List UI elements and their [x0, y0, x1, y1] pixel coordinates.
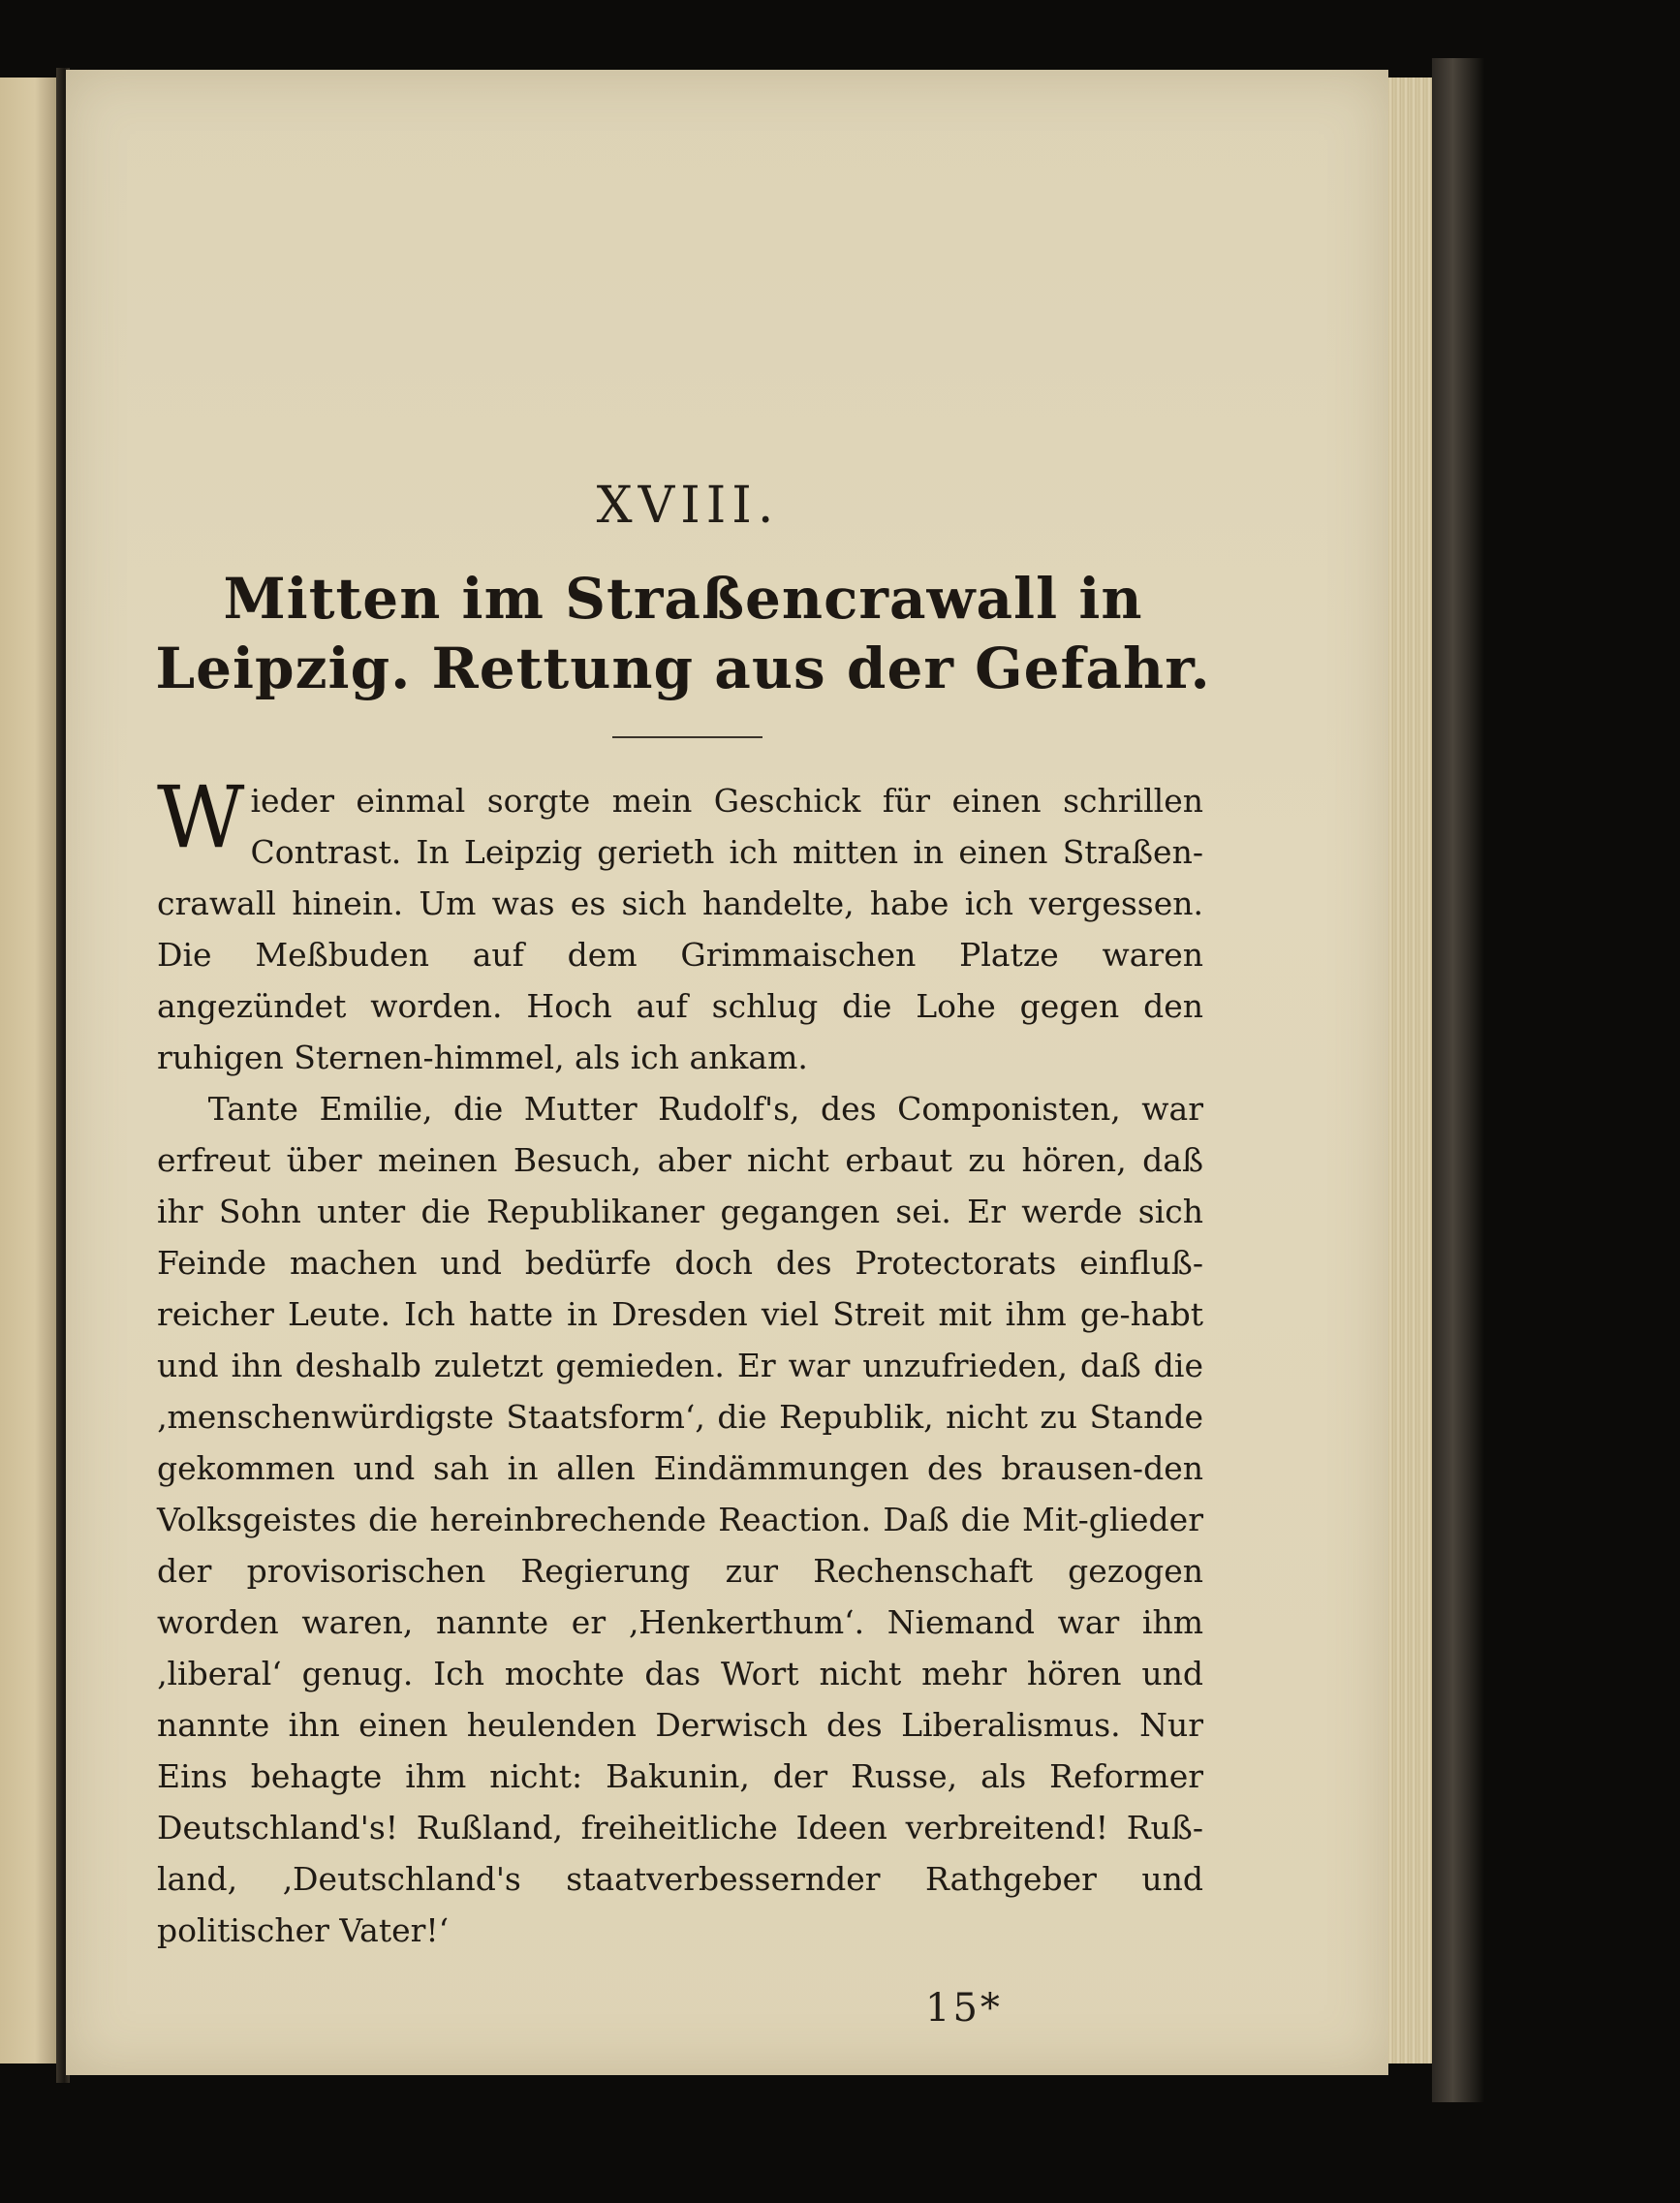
signature-mark: 15* — [925, 1986, 1003, 2031]
paragraph-1-text: ieder einmal sorgte mein Geschick für einen schrillen Contrast. In Leipzig gerieth ich mitten in einen Straßen-crawall hinein. Um was es sich handelte, habe ich vergessen. Die Meßbuden auf dem Grimmaischen Platze waren angezündet worden. Hoch auf schlug die Lohe gegen den ruhigen Sternen-himmel, als ich ankam. — [157, 782, 1203, 1076]
drop-cap: W — [157, 767, 245, 867]
page-block-edges — [1385, 78, 1436, 2063]
paragraph-1 — [157, 767, 1203, 1083]
chapter-title: Mitten im Straßencrawall in Leipzig. Rettung aus der Gefahr. — [155, 566, 1211, 701]
left-page-edge — [0, 78, 58, 2063]
chapter-body — [157, 767, 1203, 1956]
book-cover-edge — [1432, 58, 1484, 2102]
chapter-number: XVIII. — [596, 477, 780, 535]
title-divider — [612, 736, 762, 738]
paragraph-2: Tante Emilie, die Mutter Rudolf's, des Componisten, war erfreut über meinen Besuch, aber nicht erbaut zu hören, daß ihr Sohn unter die Republikaner gegangen sei. Er werde sich Feinde machen und bedürfe doch des Protectorats einfluß-reicher Leute. Ich hatte in Dresden viel Streit mit ihm ge-habt und ihn deshalb zuletzt gemieden. Er war unzufrieden, daß die ‚menschenwürdigste Staatsform‘, die Republik, nicht zu Stande gekommen und sah in allen Eindämmungen des brausen-den Volksgeistes die hereinbrechende Reaction. Daß die Mit-glieder der provisorischen Regierung zur Rechenschaft gezogen worden waren, nannte er ‚Henkerthum‘. Niemand war ihm ‚liberal‘ genug. Ich mochte das Wort nicht mehr hören und nannte ihn einen heulenden Derwisch des Liberalismus. Nur Eins behagte ihm nicht: Bakunin, der Russe, als Reformer Deutschland's! Rußland, freiheitliche Ideen verbreitend! Ruß-land, ‚Deutschland's staatverbessernder Rathgeber und politischer Vater!‘ — [157, 1090, 1203, 1949]
